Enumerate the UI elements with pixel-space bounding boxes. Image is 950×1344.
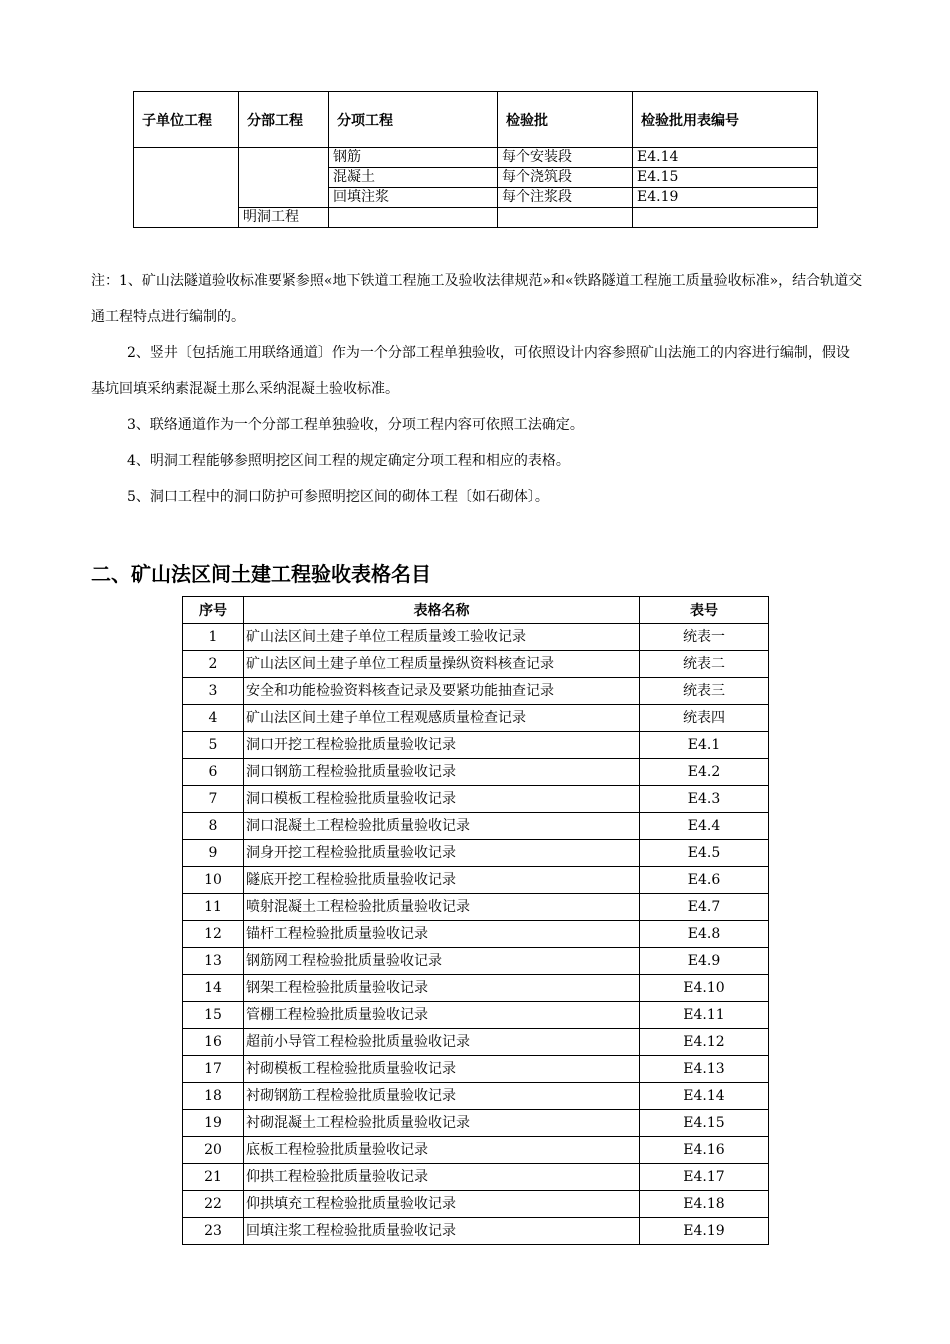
row-number: 2 [183,651,244,678]
header-number: 序号 [183,597,244,624]
table-row [183,786,769,813]
cell-batch: 每个安装段 [498,148,633,168]
form-list-table [182,596,769,1245]
header-form-code: 表号 [640,597,769,624]
row-form-name: 钢架工程检验批质量验收记录 [244,975,640,1002]
row-number: 18 [183,1083,244,1110]
header-batch: 检验批 [498,92,633,148]
table-row [183,1002,769,1029]
row-form-code: E4.17 [640,1164,769,1191]
row-number: 19 [183,1110,244,1137]
row-number: 1 [183,624,244,651]
sub-unit-table [133,91,818,228]
row-form-name: 回填注浆工程检验批质量验收记录 [244,1218,640,1245]
cell-division-empty [239,148,329,208]
note-5: 5、洞口工程中的洞口防护可参照明挖区间的砌体工程〔如石砌体〕。 [127,489,549,505]
header-sub-unit: 子单位工程 [134,92,239,148]
row-form-name: 洞口开挖工程检验批质量验收记录 [244,732,640,759]
row-number: 4 [183,705,244,732]
cell-batch-empty [498,208,633,228]
cell-item: 钢筋 [329,148,498,168]
row-form-code: E4.13 [640,1056,769,1083]
row-form-code: E4.10 [640,975,769,1002]
header-division: 分部工程 [239,92,329,148]
row-form-name: 超前小导管工程检验批质量验收记录 [244,1029,640,1056]
row-number: 14 [183,975,244,1002]
cell-division: 明洞工程 [239,208,329,228]
row-number: 11 [183,894,244,921]
cell-item: 混凝土 [329,168,498,188]
row-form-name: 钢筋网工程检验批质量验收记录 [244,948,640,975]
row-form-code: 统表一 [640,624,769,651]
row-number: 10 [183,867,244,894]
row-number: 9 [183,840,244,867]
table-row [183,867,769,894]
table-row [183,894,769,921]
row-form-code: E4.16 [640,1137,769,1164]
table-row [183,1056,769,1083]
cell-sub-unit-empty [134,148,239,228]
row-form-name: 洞身开挖工程检验批质量验收记录 [244,840,640,867]
table-row [183,1083,769,1110]
row-number: 5 [183,732,244,759]
row-form-code: E4.4 [640,813,769,840]
row-number: 16 [183,1029,244,1056]
cell-code: E4.15 [633,168,818,188]
cell-item: 回填注浆 [329,188,498,208]
cell-batch: 每个浇筑段 [498,168,633,188]
row-form-code: E4.15 [640,1110,769,1137]
cell-batch: 每个注浆段 [498,188,633,208]
row-form-code: E4.6 [640,867,769,894]
table-row [183,948,769,975]
row-number: 6 [183,759,244,786]
row-form-code: 统表四 [640,705,769,732]
row-form-code: E4.9 [640,948,769,975]
row-form-name: 锚杆工程检验批质量验收记录 [244,921,640,948]
notes-section [91,263,863,515]
row-form-code: E4.12 [640,1029,769,1056]
row-number: 15 [183,1002,244,1029]
table-row [183,705,769,732]
row-number: 21 [183,1164,244,1191]
row-form-code: 统表三 [640,678,769,705]
header-subitem: 分项工程 [329,92,498,148]
table-row [183,759,769,786]
row-number: 22 [183,1191,244,1218]
row-number: 23 [183,1218,244,1245]
table-row [183,678,769,705]
note-3: 3、联络通道作为一个分部工程单独验收，分项工程内容可依照工法确定。 [127,417,584,433]
row-number: 20 [183,1137,244,1164]
row-form-code: E4.3 [640,786,769,813]
row-form-name: 衬砌混凝土工程检验批质量验收记录 [244,1110,640,1137]
row-form-name: 衬砌钢筋工程检验批质量验收记录 [244,1083,640,1110]
table-row [183,840,769,867]
row-form-name: 喷射混凝土工程检验批质量验收记录 [244,894,640,921]
row-form-name: 洞口混凝土工程检验批质量验收记录 [244,813,640,840]
row-form-name: 矿山法区间土建子单位工程质量操纵资料核查记录 [244,651,640,678]
cell-code-empty [633,208,818,228]
cell-item-empty [329,208,498,228]
row-form-name: 矿山法区间土建子单位工程观感质量检查记录 [244,705,640,732]
note-4: 4、明洞工程能够参照明挖区间工程的规定确定分项工程和相应的表格。 [127,453,570,469]
row-form-name: 管棚工程检验批质量验收记录 [244,1002,640,1029]
table-row [183,1137,769,1164]
header-form-name: 表格名称 [244,597,640,624]
row-form-code: E4.5 [640,840,769,867]
row-form-code: 统表二 [640,651,769,678]
table-header-row [134,92,818,148]
row-form-code: E4.19 [640,1218,769,1245]
row-form-code: E4.8 [640,921,769,948]
row-form-code: E4.14 [640,1083,769,1110]
table-row [183,921,769,948]
table-row [183,1164,769,1191]
row-form-name: 仰拱工程检验批质量验收记录 [244,1164,640,1191]
cell-code: E4.14 [633,148,818,168]
section-title: 二、矿山法区间土建工程验收表格名目 [91,562,431,586]
row-form-name: 隧底开挖工程检验批质量验收记录 [244,867,640,894]
row-form-name: 仰拱填充工程检验批质量验收记录 [244,1191,640,1218]
row-form-name: 洞口钢筋工程检验批质量验收记录 [244,759,640,786]
table-row [183,975,769,1002]
table-row [183,1029,769,1056]
table-row [134,148,818,168]
table-row [183,813,769,840]
row-number: 8 [183,813,244,840]
row-number: 3 [183,678,244,705]
row-form-code: E4.11 [640,1002,769,1029]
row-number: 7 [183,786,244,813]
row-form-code: E4.7 [640,894,769,921]
row-form-code: E4.2 [640,759,769,786]
note-2: 2、竖井〔包括施工用联络通道〕作为一个分部工程单独验收，可依照设计内容参照矿山法施工的内容进行编制，假设基坑回填采纳素混凝土那么采纳混凝土验收标准。 [91,345,850,397]
table-row [183,624,769,651]
table-row [183,1191,769,1218]
row-number: 17 [183,1056,244,1083]
row-form-name: 洞口模板工程检验批质量验收记录 [244,786,640,813]
row-number: 13 [183,948,244,975]
table-row [183,651,769,678]
row-form-name: 矿山法区间土建子单位工程质量竣工验收记录 [244,624,640,651]
table-row [183,732,769,759]
note-1: 注：1、矿山法隧道验收标准要紧参照«地下铁道工程施工及验收法律规范»和«铁路隧道工程施工质量验收标准»，结合轨道交通工程特点进行编制的。 [91,273,863,325]
row-form-name: 衬砌模板工程检验批质量验收记录 [244,1056,640,1083]
table-row [183,1218,769,1245]
table-header-row [183,597,769,624]
row-form-code: E4.18 [640,1191,769,1218]
row-number: 12 [183,921,244,948]
row-form-name: 底板工程检验批质量验收记录 [244,1137,640,1164]
row-form-name: 安全和功能检验资料核查记录及要紧功能抽查记录 [244,678,640,705]
header-form-code: 检验批用表编号 [633,92,818,148]
row-form-code: E4.1 [640,732,769,759]
cell-code: E4.19 [633,188,818,208]
table-row [183,1110,769,1137]
